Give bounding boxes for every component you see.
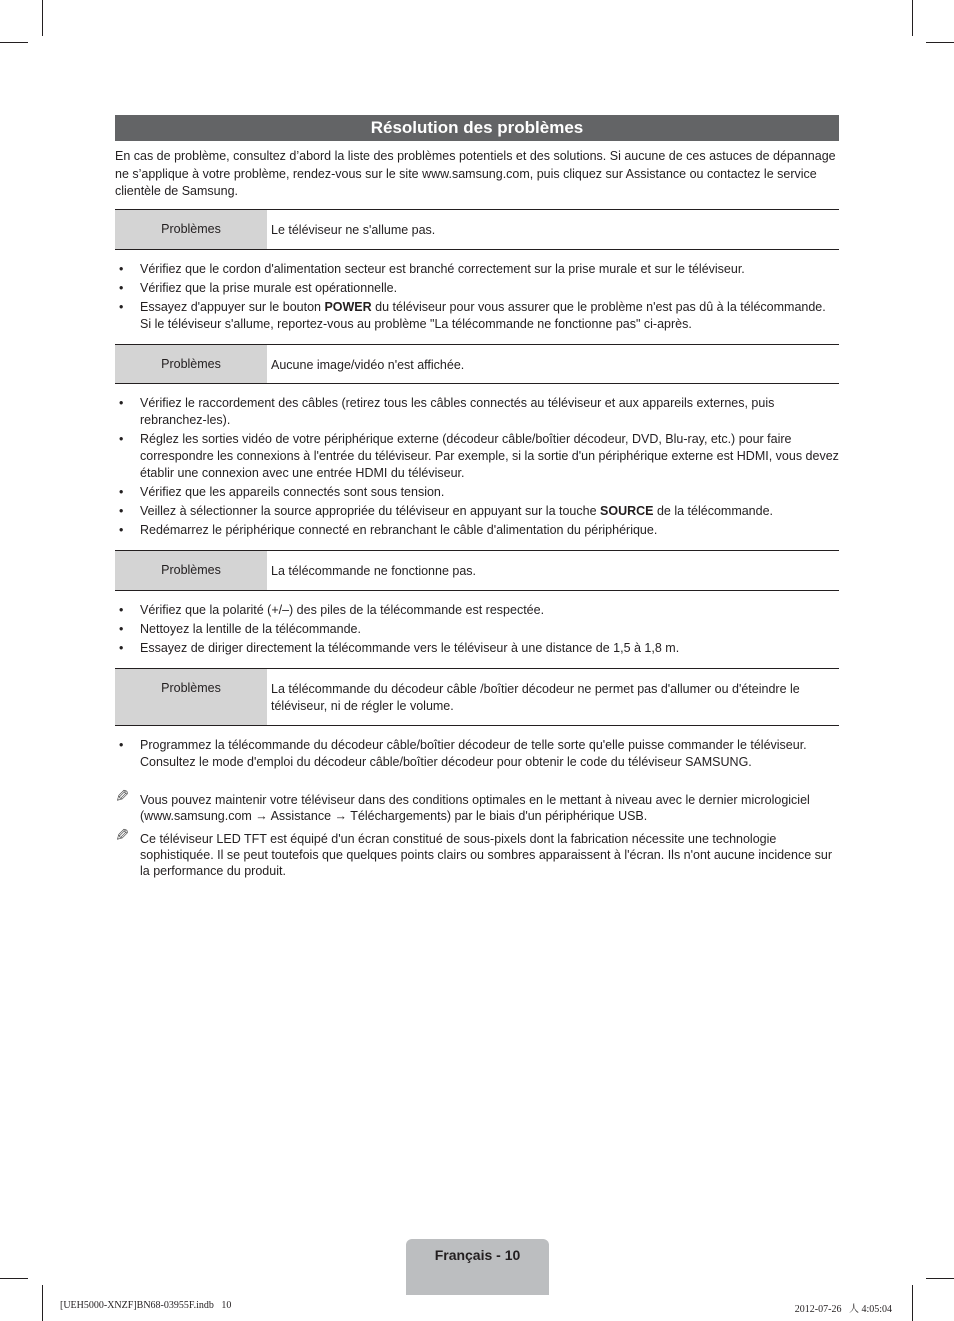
print-timestamp: 2012-07-26 ⼈ 4:05:04: [794, 1304, 892, 1315]
solution-item: • Vérifiez que les appareils connectés sont sous tension.: [115, 484, 839, 501]
note-text: Ce téléviseur LED TFT est équipé d'un écran constitué de sous-pixels dont la fabrication nécessite une technologie sophistiquée. Il se peut toutefois que quelques points clairs ou sombres apparaissent à l'écran. Ils n'ont aucune incidence sur la performance du produit.: [140, 832, 832, 878]
solution-list: [115, 602, 839, 659]
problem-row: [115, 344, 839, 384]
crop-mark: [912, 1285, 913, 1321]
solution-list: [115, 261, 839, 335]
solution-item: • Vérifiez que le cordon d'alimentation secteur est branché correctement sur la prise murale et sur le téléviseur.: [115, 261, 839, 278]
problem-row: [115, 550, 839, 591]
problem-label: Problèmes: [115, 345, 267, 383]
solution-item: • Vérifiez le raccordement des câbles (retirez tous les câbles connectés au téléviseur et aux appareils externes, puis rebranchez-les).: [115, 395, 839, 429]
problem-description: La télécommande du décodeur câble /boîtier décodeur ne permet pas d'allumer ou d'éteindre le téléviseur, ni de régler le volume.: [271, 682, 800, 713]
problem-row: [115, 209, 839, 250]
crop-mark: [42, 0, 43, 36]
solution-item: • Nettoyez la lentille de la télécommande.: [115, 621, 839, 638]
solution-item: • Essayez de diriger directement la télécommande vers le téléviseur à une distance de 1,5 à 1,8 m.: [115, 640, 839, 657]
crop-mark: [42, 1285, 43, 1321]
problem-label: Problèmes: [115, 551, 267, 590]
crop-mark: [926, 1278, 954, 1279]
problem-label: Problèmes: [115, 669, 267, 725]
problem-row: [115, 668, 839, 726]
intro-paragraph: En cas de problème, consultez d’abord la liste des problèmes potentiels et des solutions. Si aucune de ces astuces de dépannage ne s’applique à votre problème, rendez-vous sur le site www.samsung.com, puis cliquez sur Assistance ou contactez le service clientèle de Samsung.: [115, 149, 836, 198]
note-text: Vous pouvez maintenir votre téléviseur dans des conditions optimales en le mettant à niveau avec le dernier micrologiciel (www.samsung.com → Assistance → Téléchargements) par le biais d'un périphérique USB.: [140, 793, 810, 823]
note: [115, 787, 839, 824]
pencil-note-icon: ✎: [115, 826, 130, 845]
solution-item: • Redémarrez le périphérique connecté en rebranchant le câble d'alimentation du périphérique.: [115, 522, 839, 539]
page-number-tab: [406, 1239, 549, 1295]
solution-item: • Essayez d'appuyer sur le bouton POWER du téléviseur pour vous assurer que le problème n'est pas dû à la télécommande. Si le téléviseur s'allume, reportez-vous au problème "La télécommande ne fonctionne pas" ci-après.: [115, 299, 839, 333]
problem-description: Le téléviseur ne s'allume pas.: [271, 223, 436, 237]
solution-item: • Réglez les sorties vidéo de votre périphérique externe (décodeur câble/boîtier décodeur, DVD, Blu-ray, etc.) pour faire correspondre les connexions à l'entrée du téléviseur. Par exemple, si la sortie d'un périphérique externe est HDMI, vous devez établir une connexion avec une entrée HDMI du téléviseur.: [115, 431, 839, 482]
solution-list: [115, 737, 839, 773]
crop-mark: [0, 1278, 28, 1279]
solution-item: • Vérifiez que la polarité (+/–) des piles de la télécommande est respectée.: [115, 602, 839, 619]
crop-mark: [926, 42, 954, 43]
solution-item: • Programmez la télécommande du décodeur câble/boîtier décodeur de telle sorte qu'elle puisse commander le téléviseur. Consultez le mode d'emploi du décodeur câble/boîtier décodeur pour obtenir le code du téléviseur SAMSUNG.: [115, 737, 839, 771]
section-title: Résolution des problèmes: [115, 115, 839, 141]
crop-mark: [0, 42, 28, 43]
page-label: Français - 10: [434, 1247, 521, 1263]
print-file-info: [UEH5000-XNZF]BN68-03955F.indb 10: [60, 1300, 232, 1311]
solution-list: [115, 395, 839, 541]
note: [115, 826, 839, 879]
solution-item: • Vérifiez que la prise murale est opérationnelle.: [115, 280, 839, 297]
crop-mark: [912, 0, 913, 36]
problem-label: Problèmes: [115, 210, 267, 249]
solution-item: • Veillez à sélectionner la source appropriée du téléviseur en appuyant sur la touche SOURCE de la télécommande.: [115, 503, 839, 520]
problem-description: La télécommande ne fonctionne pas.: [271, 564, 476, 578]
problem-description: Aucune image/vidéo n'est affichée.: [271, 358, 465, 372]
pencil-note-icon: ✎: [115, 787, 130, 806]
